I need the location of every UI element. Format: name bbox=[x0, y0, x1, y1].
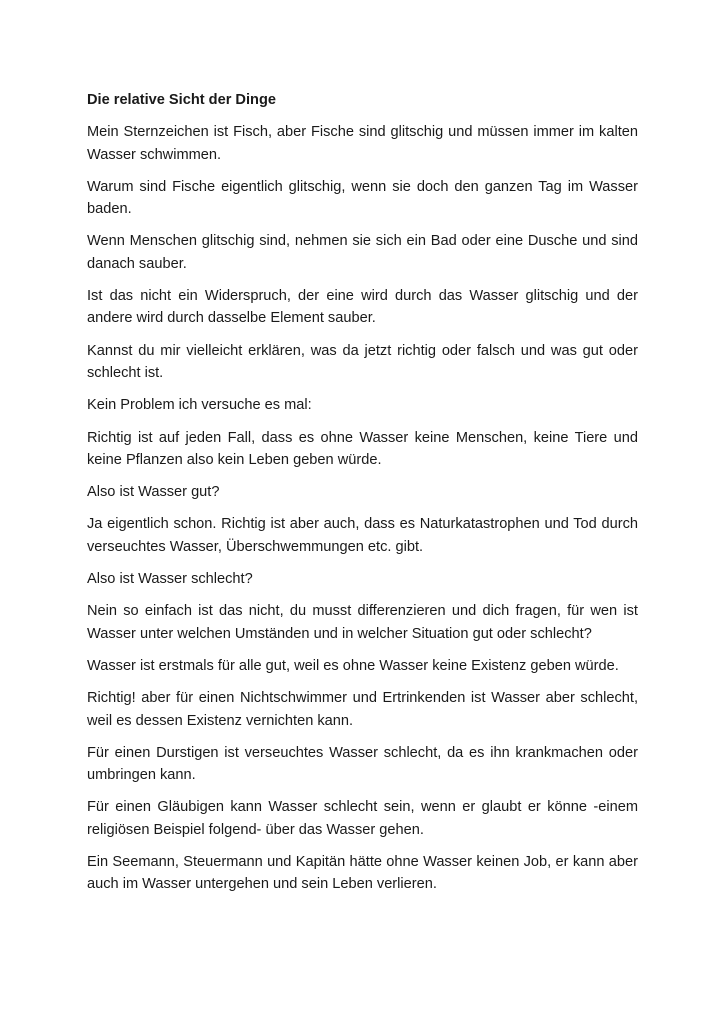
paragraph: Richtig! aber für einen Nichtschwimmer und Ertrinkenden ist Wasser aber schlecht, weil es dessen Existenz vernichten kann. bbox=[87, 690, 638, 729]
paragraph: Wasser ist erstmals für alle gut, weil es ohne Wasser keine Existenz geben würde. bbox=[87, 657, 619, 674]
paragraph: Richtig ist auf jeden Fall, dass es ohne Wasser keine Menschen, keine Tiere und keine Pflanzen also kein Leben geben würde. bbox=[87, 429, 638, 468]
paragraph: Ist das nicht ein Widerspruch, der eine wird durch das Wasser glitschig und der andere wird durch dasselbe Element sauber. bbox=[87, 288, 638, 327]
paragraph: Nein so einfach ist das nicht, du musst differenzieren und dich fragen, für wen ist Wasser unter welchen Umständen und in welcher Situation gut oder schlecht? bbox=[87, 603, 638, 642]
paragraph: Also ist Wasser schlecht? bbox=[87, 571, 253, 588]
document-body bbox=[87, 89, 638, 906]
paragraph: Für einen Durstigen ist verseuchtes Wasser schlecht, da es ihn krankmachen oder umbringen kann. bbox=[87, 744, 638, 784]
document-title: Die relative Sicht der Dinge bbox=[87, 92, 276, 108]
paragraph: Also ist Wasser gut? bbox=[87, 484, 220, 501]
paragraph: Für einen Gläubigen kann Wasser schlecht sein, wenn er glaubt er könne -einem religiösen Beispiel folgend- über das Wasser gehen. bbox=[87, 799, 638, 838]
paragraph: Kannst du mir vielleicht erklären, was da jetzt richtig oder falsch und was gut oder schlecht ist. bbox=[87, 342, 638, 381]
paragraph: Kein Problem ich versuche es mal: bbox=[87, 397, 312, 414]
paragraph: Warum sind Fische eigentlich glitschig, wenn sie doch den ganzen Tag im Wasser baden. bbox=[87, 178, 638, 218]
paragraph: Ja eigentlich schon. Richtig ist aber auch, dass es Naturkatastrophen und Tod durch verseuchtes Wasser, Überschwemmungen etc. gibt. bbox=[87, 516, 638, 555]
paragraph: Ein Seemann, Steuermann und Kapitän hätte ohne Wasser keinen Job, er kann aber auch im Wasser untergehen und sein Leben verlieren. bbox=[87, 854, 638, 893]
paragraph: Wenn Menschen glitschig sind, nehmen sie sich ein Bad oder eine Dusche und sind danach sauber. bbox=[87, 233, 638, 272]
paragraph: Mein Sternzeichen ist Fisch, aber Fische sind glitschig und müssen immer im kalten Wasser schwimmen. bbox=[87, 124, 638, 163]
